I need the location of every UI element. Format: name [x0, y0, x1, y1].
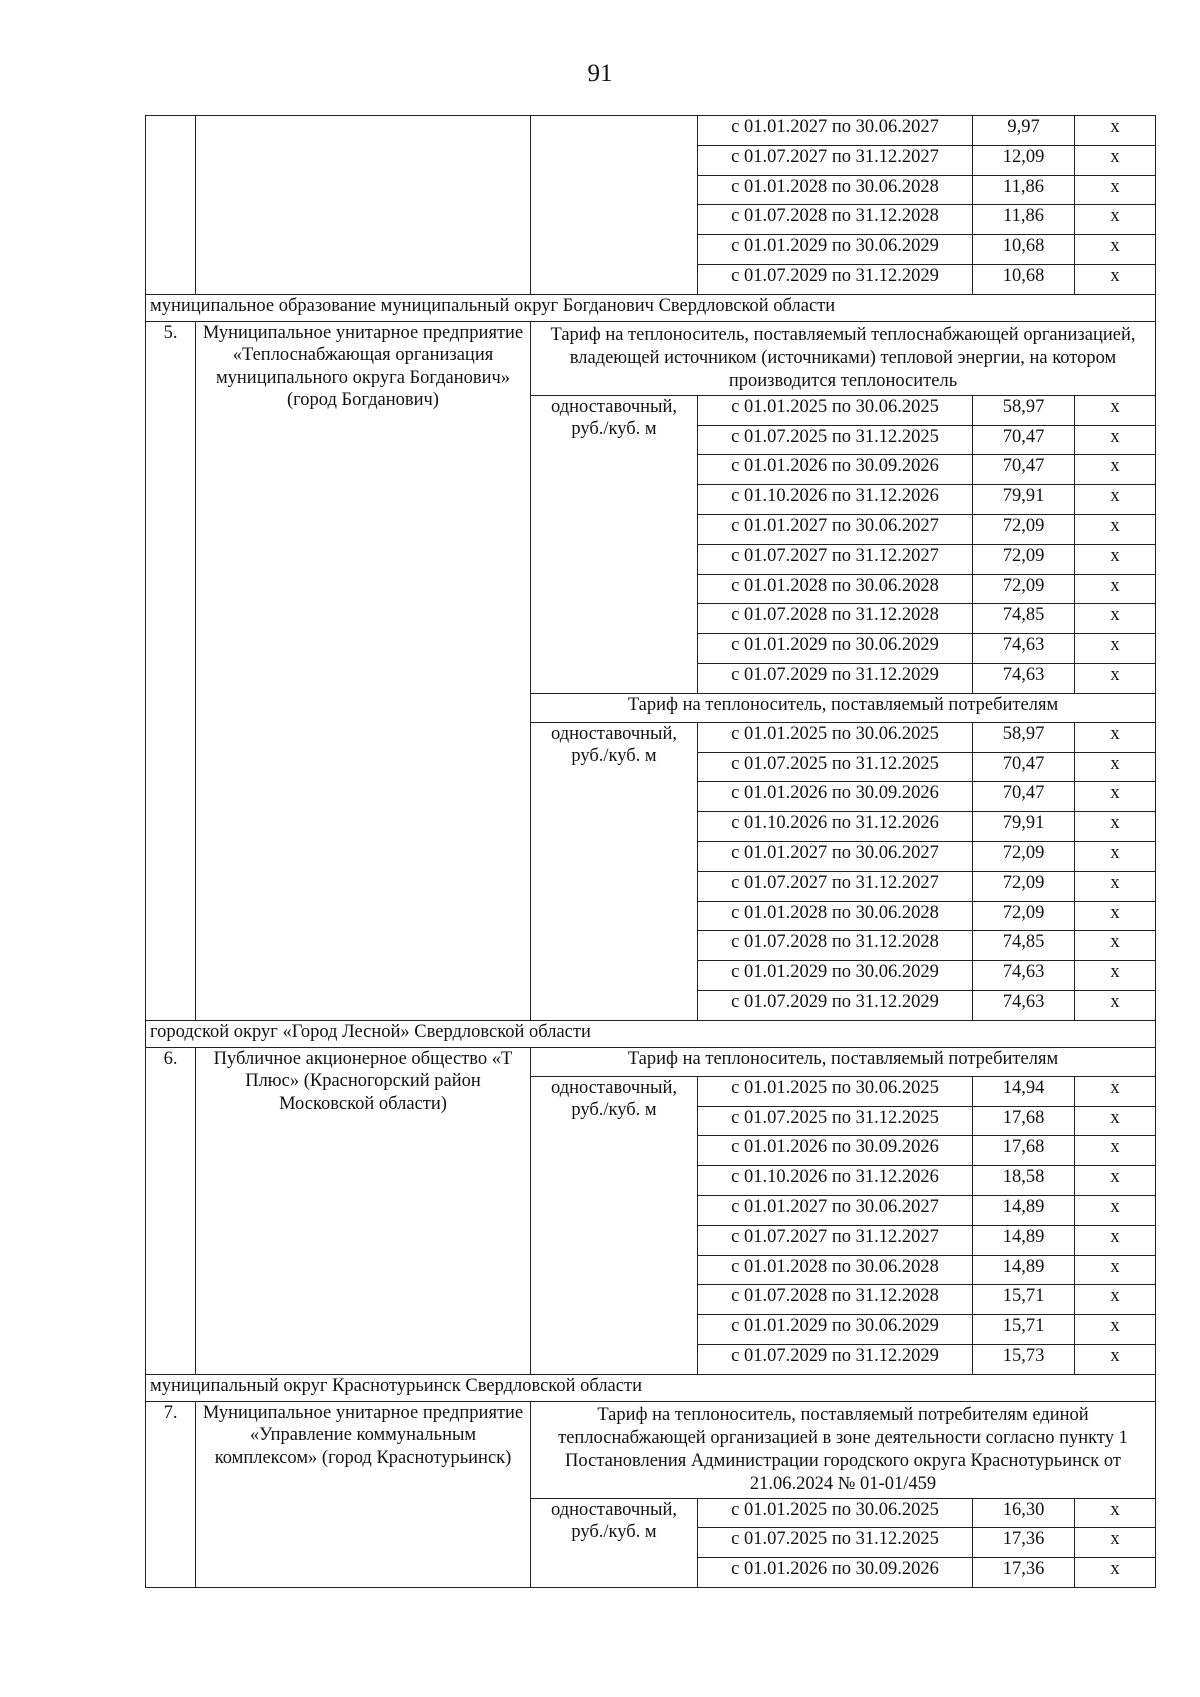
tariff-value-cell: 15,71 — [973, 1285, 1075, 1315]
vat-cell: х — [1075, 425, 1156, 455]
vat-cell: х — [1075, 1528, 1156, 1558]
vat-cell: х — [1075, 1195, 1156, 1225]
vat-cell: х — [1075, 116, 1156, 146]
vat-cell: х — [1075, 1136, 1156, 1166]
tariff-value-cell: 70,47 — [973, 455, 1075, 485]
period-cell: с 01.01.2027 по 30.06.2027 — [698, 116, 973, 146]
row-number-cell — [146, 116, 196, 295]
period-cell: с 01.07.2025 по 31.12.2025 — [698, 425, 973, 455]
vat-cell: х — [1075, 264, 1156, 294]
period-cell: с 01.01.2027 по 30.06.2027 — [698, 841, 973, 871]
tariff-value-cell: 14,89 — [973, 1255, 1075, 1285]
period-cell: с 01.01.2025 по 30.06.2025 — [698, 722, 973, 752]
vat-cell: х — [1075, 574, 1156, 604]
period-cell: с 01.07.2027 по 31.12.2027 — [698, 871, 973, 901]
tariff-value-cell: 70,47 — [973, 782, 1075, 812]
unit-cell: одноставочный, руб./куб. м — [531, 1498, 698, 1587]
period-cell: с 01.07.2027 по 31.12.2027 — [698, 1225, 973, 1255]
tariff-value-cell: 18,58 — [973, 1166, 1075, 1196]
vat-cell: х — [1075, 841, 1156, 871]
period-cell: с 01.07.2029 по 31.12.2029 — [698, 1344, 973, 1374]
vat-cell: х — [1075, 663, 1156, 693]
vat-cell: х — [1075, 722, 1156, 752]
vat-cell: х — [1075, 395, 1156, 425]
vat-cell: х — [1075, 1315, 1156, 1345]
tariff-header-row — [146, 1047, 1156, 1076]
tariff-value-cell: 15,71 — [973, 1315, 1075, 1345]
tariff-value-cell: 16,30 — [973, 1498, 1075, 1528]
period-cell: с 01.07.2028 по 31.12.2028 — [698, 205, 973, 235]
period-cell: с 01.01.2027 по 30.06.2027 — [698, 514, 973, 544]
vat-cell: х — [1075, 544, 1156, 574]
vat-cell: х — [1075, 812, 1156, 842]
tariff-value-cell: 10,68 — [973, 235, 1075, 265]
tariff-value-cell: 70,47 — [973, 425, 1075, 455]
vat-cell: х — [1075, 1166, 1156, 1196]
vat-cell: х — [1075, 235, 1156, 265]
period-cell: с 01.01.2028 по 30.06.2028 — [698, 574, 973, 604]
tariff-value-cell: 14,94 — [973, 1076, 1075, 1106]
period-cell: с 01.01.2028 по 30.06.2028 — [698, 175, 973, 205]
vat-cell: х — [1075, 961, 1156, 991]
tariff-value-cell: 70,47 — [973, 752, 1075, 782]
period-cell: с 01.01.2029 по 30.06.2029 — [698, 1315, 973, 1345]
period-cell: с 01.01.2026 по 30.09.2026 — [698, 782, 973, 812]
region-row — [146, 294, 1156, 321]
vat-cell: х — [1075, 1498, 1156, 1528]
vat-cell: х — [1075, 1225, 1156, 1255]
tariff-type-header: Тариф на теплоноситель, поставляемый теплоснабжающей организацией, владеющей источником (источниками) тепловой энергии, на котором производится теплоноситель — [531, 321, 1156, 395]
period-cell: с 01.07.2029 по 31.12.2029 — [698, 663, 973, 693]
row-number-cell: 7. — [146, 1401, 196, 1587]
tariff-value-cell: 12,09 — [973, 145, 1075, 175]
unit-cell: одноставочный, руб./куб. м — [531, 395, 698, 693]
period-cell: с 01.01.2027 по 30.06.2027 — [698, 1195, 973, 1225]
vat-cell: х — [1075, 455, 1156, 485]
period-cell: с 01.01.2028 по 30.06.2028 — [698, 901, 973, 931]
organization-cell — [196, 116, 531, 295]
period-cell: с 01.07.2029 по 31.12.2029 — [698, 264, 973, 294]
vat-cell: х — [1075, 752, 1156, 782]
tariff-value-cell: 17,68 — [973, 1106, 1075, 1136]
tariff-header-row — [146, 321, 1156, 395]
period-cell: с 01.07.2025 по 31.12.2025 — [698, 752, 973, 782]
period-cell: с 01.07.2028 по 31.12.2028 — [698, 931, 973, 961]
period-cell: с 01.01.2029 по 30.06.2029 — [698, 961, 973, 991]
vat-cell: х — [1075, 634, 1156, 664]
tariff-value-cell: 17,36 — [973, 1528, 1075, 1558]
vat-cell: х — [1075, 145, 1156, 175]
organization-cell: Публичное акционерное общество «Т Плюс» (Красногорский район Московской области) — [196, 1047, 531, 1374]
vat-cell: х — [1075, 1285, 1156, 1315]
tariff-header-row — [146, 1401, 1156, 1498]
tariff-value-cell: 9,97 — [973, 116, 1075, 146]
tariff-table-body — [146, 116, 1156, 1588]
table-row — [146, 116, 1156, 146]
page-number: 91 — [587, 60, 613, 87]
period-cell: с 01.07.2027 по 31.12.2027 — [698, 544, 973, 574]
period-cell: с 01.01.2025 по 30.06.2025 — [698, 1076, 973, 1106]
vat-cell: х — [1075, 205, 1156, 235]
vat-cell: х — [1075, 901, 1156, 931]
period-cell: с 01.01.2026 по 30.09.2026 — [698, 1558, 973, 1588]
period-cell: с 01.10.2026 по 31.12.2026 — [698, 812, 973, 842]
row-number-cell: 6. — [146, 1047, 196, 1374]
vat-cell: х — [1075, 514, 1156, 544]
tariff-type-header: Тариф на теплоноситель, поставляемый потребителям единой теплоснабжающей организацией в зоне деятельности согласно пункту 1 Постановления Администрации городского округа Краснотурьинск от 21.06.2024 № 01-01/459 — [531, 1401, 1156, 1498]
period-cell: с 01.01.2029 по 30.06.2029 — [698, 634, 973, 664]
period-cell: с 01.01.2026 по 30.09.2026 — [698, 1136, 973, 1166]
vat-cell: х — [1075, 175, 1156, 205]
tariff-value-cell: 72,09 — [973, 514, 1075, 544]
vat-cell: х — [1075, 1106, 1156, 1136]
unit-cell — [531, 116, 698, 295]
tariff-value-cell: 14,89 — [973, 1195, 1075, 1225]
tariff-value-cell: 11,86 — [973, 205, 1075, 235]
period-cell: с 01.10.2026 по 31.12.2026 — [698, 1166, 973, 1196]
vat-cell: х — [1075, 1558, 1156, 1588]
vat-cell: х — [1075, 782, 1156, 812]
tariff-table — [145, 115, 1156, 1588]
period-cell: с 01.10.2026 по 31.12.2026 — [698, 485, 973, 515]
vat-cell: х — [1075, 1344, 1156, 1374]
period-cell: с 01.01.2025 по 30.06.2025 — [698, 395, 973, 425]
organization-cell: Муниципальное унитарное предприятие «Теплоснабжающая организация муниципального округа Богданович» (город Богданович) — [196, 321, 531, 1020]
tariff-value-cell: 11,86 — [973, 175, 1075, 205]
tariff-type-header: Тариф на теплоноситель, поставляемый потребителям — [531, 1047, 1156, 1076]
tariff-value-cell: 58,97 — [973, 722, 1075, 752]
period-cell: с 01.01.2028 по 30.06.2028 — [698, 1255, 973, 1285]
tariff-value-cell: 14,89 — [973, 1225, 1075, 1255]
vat-cell: х — [1075, 990, 1156, 1020]
period-cell: с 01.07.2027 по 31.12.2027 — [698, 145, 973, 175]
period-cell: с 01.01.2026 по 30.09.2026 — [698, 455, 973, 485]
region-heading: муниципальный округ Краснотурьинск Свердловской области — [146, 1374, 1156, 1401]
tariff-value-cell: 74,85 — [973, 604, 1075, 634]
tariff-value-cell: 74,63 — [973, 990, 1075, 1020]
period-cell: с 01.01.2029 по 30.06.2029 — [698, 235, 973, 265]
vat-cell: х — [1075, 931, 1156, 961]
tariff-value-cell: 17,36 — [973, 1558, 1075, 1588]
tariff-value-cell: 72,09 — [973, 871, 1075, 901]
tariff-value-cell: 74,85 — [973, 931, 1075, 961]
region-row — [146, 1374, 1156, 1401]
tariff-value-cell: 74,63 — [973, 961, 1075, 991]
tariff-value-cell: 74,63 — [973, 634, 1075, 664]
tariff-value-cell: 17,68 — [973, 1136, 1075, 1166]
tariff-value-cell: 10,68 — [973, 264, 1075, 294]
tariff-value-cell: 72,09 — [973, 544, 1075, 574]
tariff-value-cell: 72,09 — [973, 574, 1075, 604]
period-cell: с 01.07.2029 по 31.12.2029 — [698, 990, 973, 1020]
tariff-value-cell: 72,09 — [973, 901, 1075, 931]
region-row — [146, 1020, 1156, 1047]
period-cell: с 01.07.2025 по 31.12.2025 — [698, 1528, 973, 1558]
organization-cell: Муниципальное унитарное предприятие «Управление коммунальным комплексом» (город Краснотурьинск) — [196, 1401, 531, 1587]
period-cell: с 01.07.2028 по 31.12.2028 — [698, 604, 973, 634]
region-heading: муниципальное образование муниципальный округ Богданович Свердловской области — [146, 294, 1156, 321]
vat-cell: х — [1075, 485, 1156, 515]
row-number-cell: 5. — [146, 321, 196, 1020]
unit-cell: одноставочный, руб./куб. м — [531, 1076, 698, 1374]
period-cell: с 01.07.2028 по 31.12.2028 — [698, 1285, 973, 1315]
tariff-value-cell: 74,63 — [973, 663, 1075, 693]
region-heading: городской округ «Город Лесной» Свердловской области — [146, 1020, 1156, 1047]
vat-cell: х — [1075, 604, 1156, 634]
tariff-value-cell: 79,91 — [973, 485, 1075, 515]
tariff-value-cell: 58,97 — [973, 395, 1075, 425]
tariff-type-header: Тариф на теплоноситель, поставляемый потребителям — [531, 693, 1156, 722]
tariff-value-cell: 79,91 — [973, 812, 1075, 842]
tariff-value-cell: 15,73 — [973, 1344, 1075, 1374]
vat-cell: х — [1075, 871, 1156, 901]
vat-cell: х — [1075, 1076, 1156, 1106]
unit-cell: одноставочный, руб./куб. м — [531, 722, 698, 1020]
tariff-value-cell: 72,09 — [973, 841, 1075, 871]
vat-cell: х — [1075, 1255, 1156, 1285]
period-cell: с 01.01.2025 по 30.06.2025 — [698, 1498, 973, 1528]
period-cell: с 01.07.2025 по 31.12.2025 — [698, 1106, 973, 1136]
